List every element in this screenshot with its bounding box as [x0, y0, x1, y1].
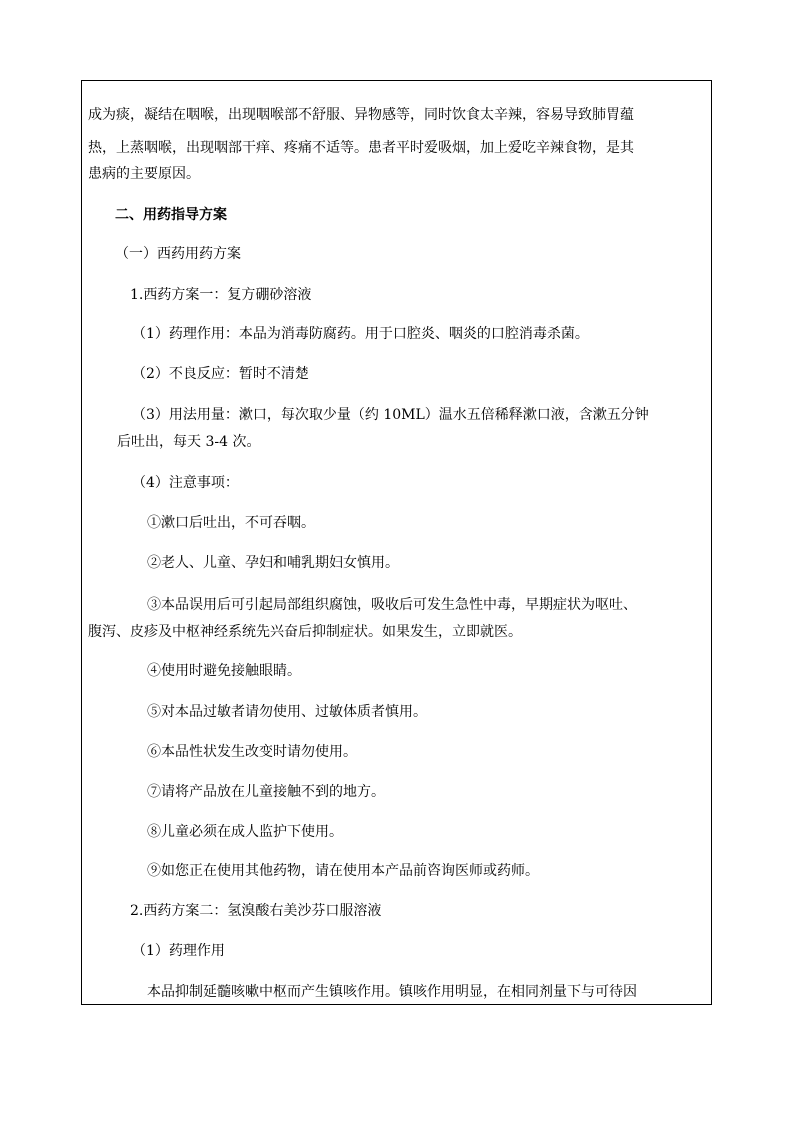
- paragraph-line: 后吐出，每天 3-4 次。: [117, 434, 261, 450]
- list-item: ⑦请将产品放在儿童接触不到的地方。: [147, 784, 385, 800]
- paragraph-line: （1）药理作用：本品为消毒防腐药。用于口腔炎、咽炎的口腔消毒杀菌。: [132, 326, 589, 342]
- list-item: ⑥本品性状发生改变时请勿使用。: [147, 744, 357, 760]
- paragraph-line: （3）用法用量：漱口，每次取少量（约 10ML）温水五倍稀释漱口液，含漱五分钟: [132, 407, 649, 423]
- paragraph-line: 成为痰，凝结在咽喉，出现咽喉部不舒服、异物感等，同时饮食太辛辣，容易导致肺胃蕴: [88, 107, 634, 123]
- paragraph-line: 热，上蒸咽喉，出现咽部干痒、疼痛不适等。患者平时爱吸烟，加上爱吃辛辣食物，是其: [88, 140, 634, 156]
- section-heading: 二、用药指导方案: [115, 207, 227, 223]
- list-item: ③本品误用后可引起局部组织腐蚀，吸收后可发生急性中毒，早期症状为呕吐、: [147, 597, 637, 613]
- list-item: ⑨如您正在使用其他药物，请在使用本产品前咨询医师或药师。: [147, 863, 539, 879]
- list-item: ①漱口后吐出，不可吞咽。: [147, 515, 315, 531]
- list-item: ④使用时避免接触眼睛。: [147, 663, 301, 679]
- paragraph-line: （4）注意事项：: [132, 475, 239, 491]
- paragraph-line: （1）药理作用: [132, 943, 225, 959]
- list-item: ②老人、儿童、孕妇和哺乳期妇女慎用。: [147, 555, 399, 571]
- paragraph-line: 本品抑制延髓咳嗽中枢而产生镇咳作用。镇咳作用明显，在相同剂量下与可待因: [147, 984, 637, 1000]
- plan-heading: 1.西药方案一：复方硼砂溶液: [130, 287, 312, 303]
- plan-heading: 2.西药方案二：氢溴酸右美沙芬口服溶液: [130, 903, 382, 919]
- list-item: ⑤对本品过敏者请勿使用、过敏体质者慎用。: [147, 704, 427, 720]
- paragraph-line: 患病的主要原因。: [88, 166, 200, 182]
- list-item-continued: 腹泻、皮疹及中枢神经系统先兴奋后抑制症状。如果发生，立即就医。: [88, 624, 522, 640]
- subsection-heading: （一）西药用药方案: [115, 246, 241, 262]
- paragraph-line: （2）不良反应：暂时不清楚: [132, 366, 309, 382]
- list-item: ⑧儿童必须在成人监护下使用。: [147, 824, 343, 840]
